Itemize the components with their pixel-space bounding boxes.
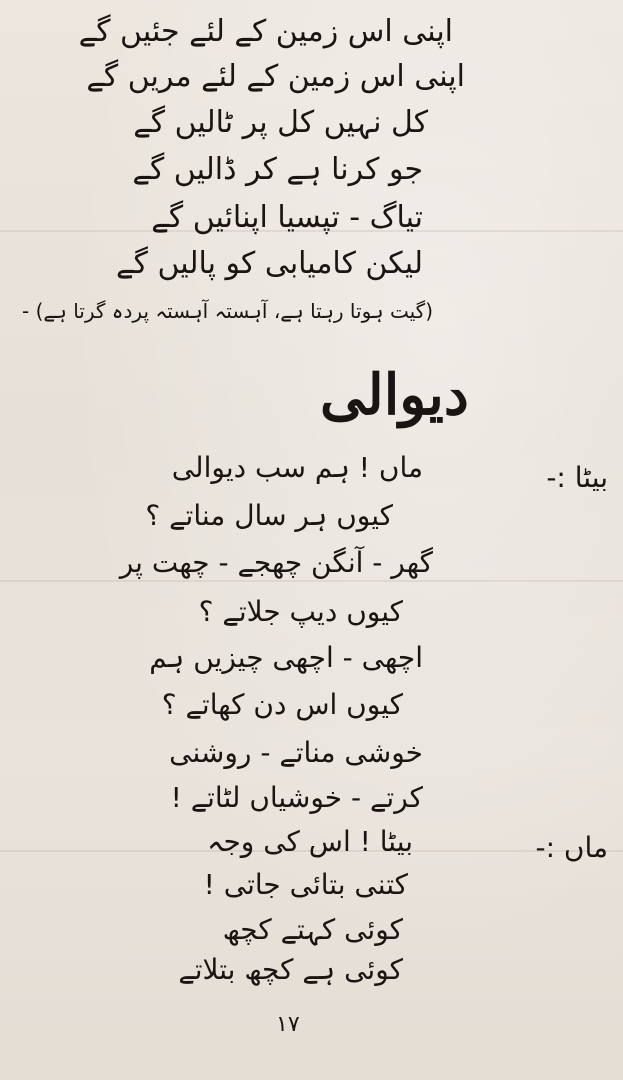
verse-line: کیوں دیپ جلاتے ؟ [198, 595, 403, 628]
poem-line: لیکن کامیابی کو پالیں گے [116, 246, 423, 281]
verse-line: کیوں اس دن کھاتے ؟ [161, 688, 403, 721]
verse-line: خوشی مناتے - روشنی [169, 736, 423, 769]
page-title: دیوالی [320, 362, 469, 428]
verse-line: اچھی - اچھی چیزیں ہم [149, 641, 423, 674]
poem-line: تیاگ - تپسیا اپنائیں گے [151, 200, 423, 235]
verse-line: کوئی ہے کچھ بتلاتے [178, 953, 403, 986]
verse-line: کیوں ہر سال مناتے ؟ [145, 499, 393, 532]
speaker-label: بیٹا :- [546, 461, 608, 494]
verse-line: کوئی کہتے کچھ [222, 913, 403, 946]
poem-line: جو کرنا ہے کر ڈالیں گے [132, 152, 423, 187]
page-number: ١٧ [276, 1012, 300, 1037]
speaker-label: ماں :- [535, 831, 608, 864]
stage-direction: (گیت ہوتا رہتا ہے، آہستہ آہستہ پردہ گرتا ہے) - [22, 299, 433, 323]
verse-line: گھر - آنگن چھجے - چھت پر [119, 546, 433, 579]
poem-line: اپنی اس زمین کے لئے جئیں گے [78, 14, 453, 49]
verse-line: کرتے - خوشیاں لٹاتے ! [170, 781, 423, 814]
verse-line: کتنی بتائی جاتی ! [203, 868, 408, 901]
poem-line: کل نہیں کل پر ٹالیں گے [133, 105, 428, 140]
verse-line: بیٹا ! اس کی وجہ [207, 825, 413, 858]
verse-line: ماں ! ہم سب دیوالی [171, 451, 423, 484]
poem-line: اپنی اس زمین کے لئے مریں گے [86, 59, 465, 94]
